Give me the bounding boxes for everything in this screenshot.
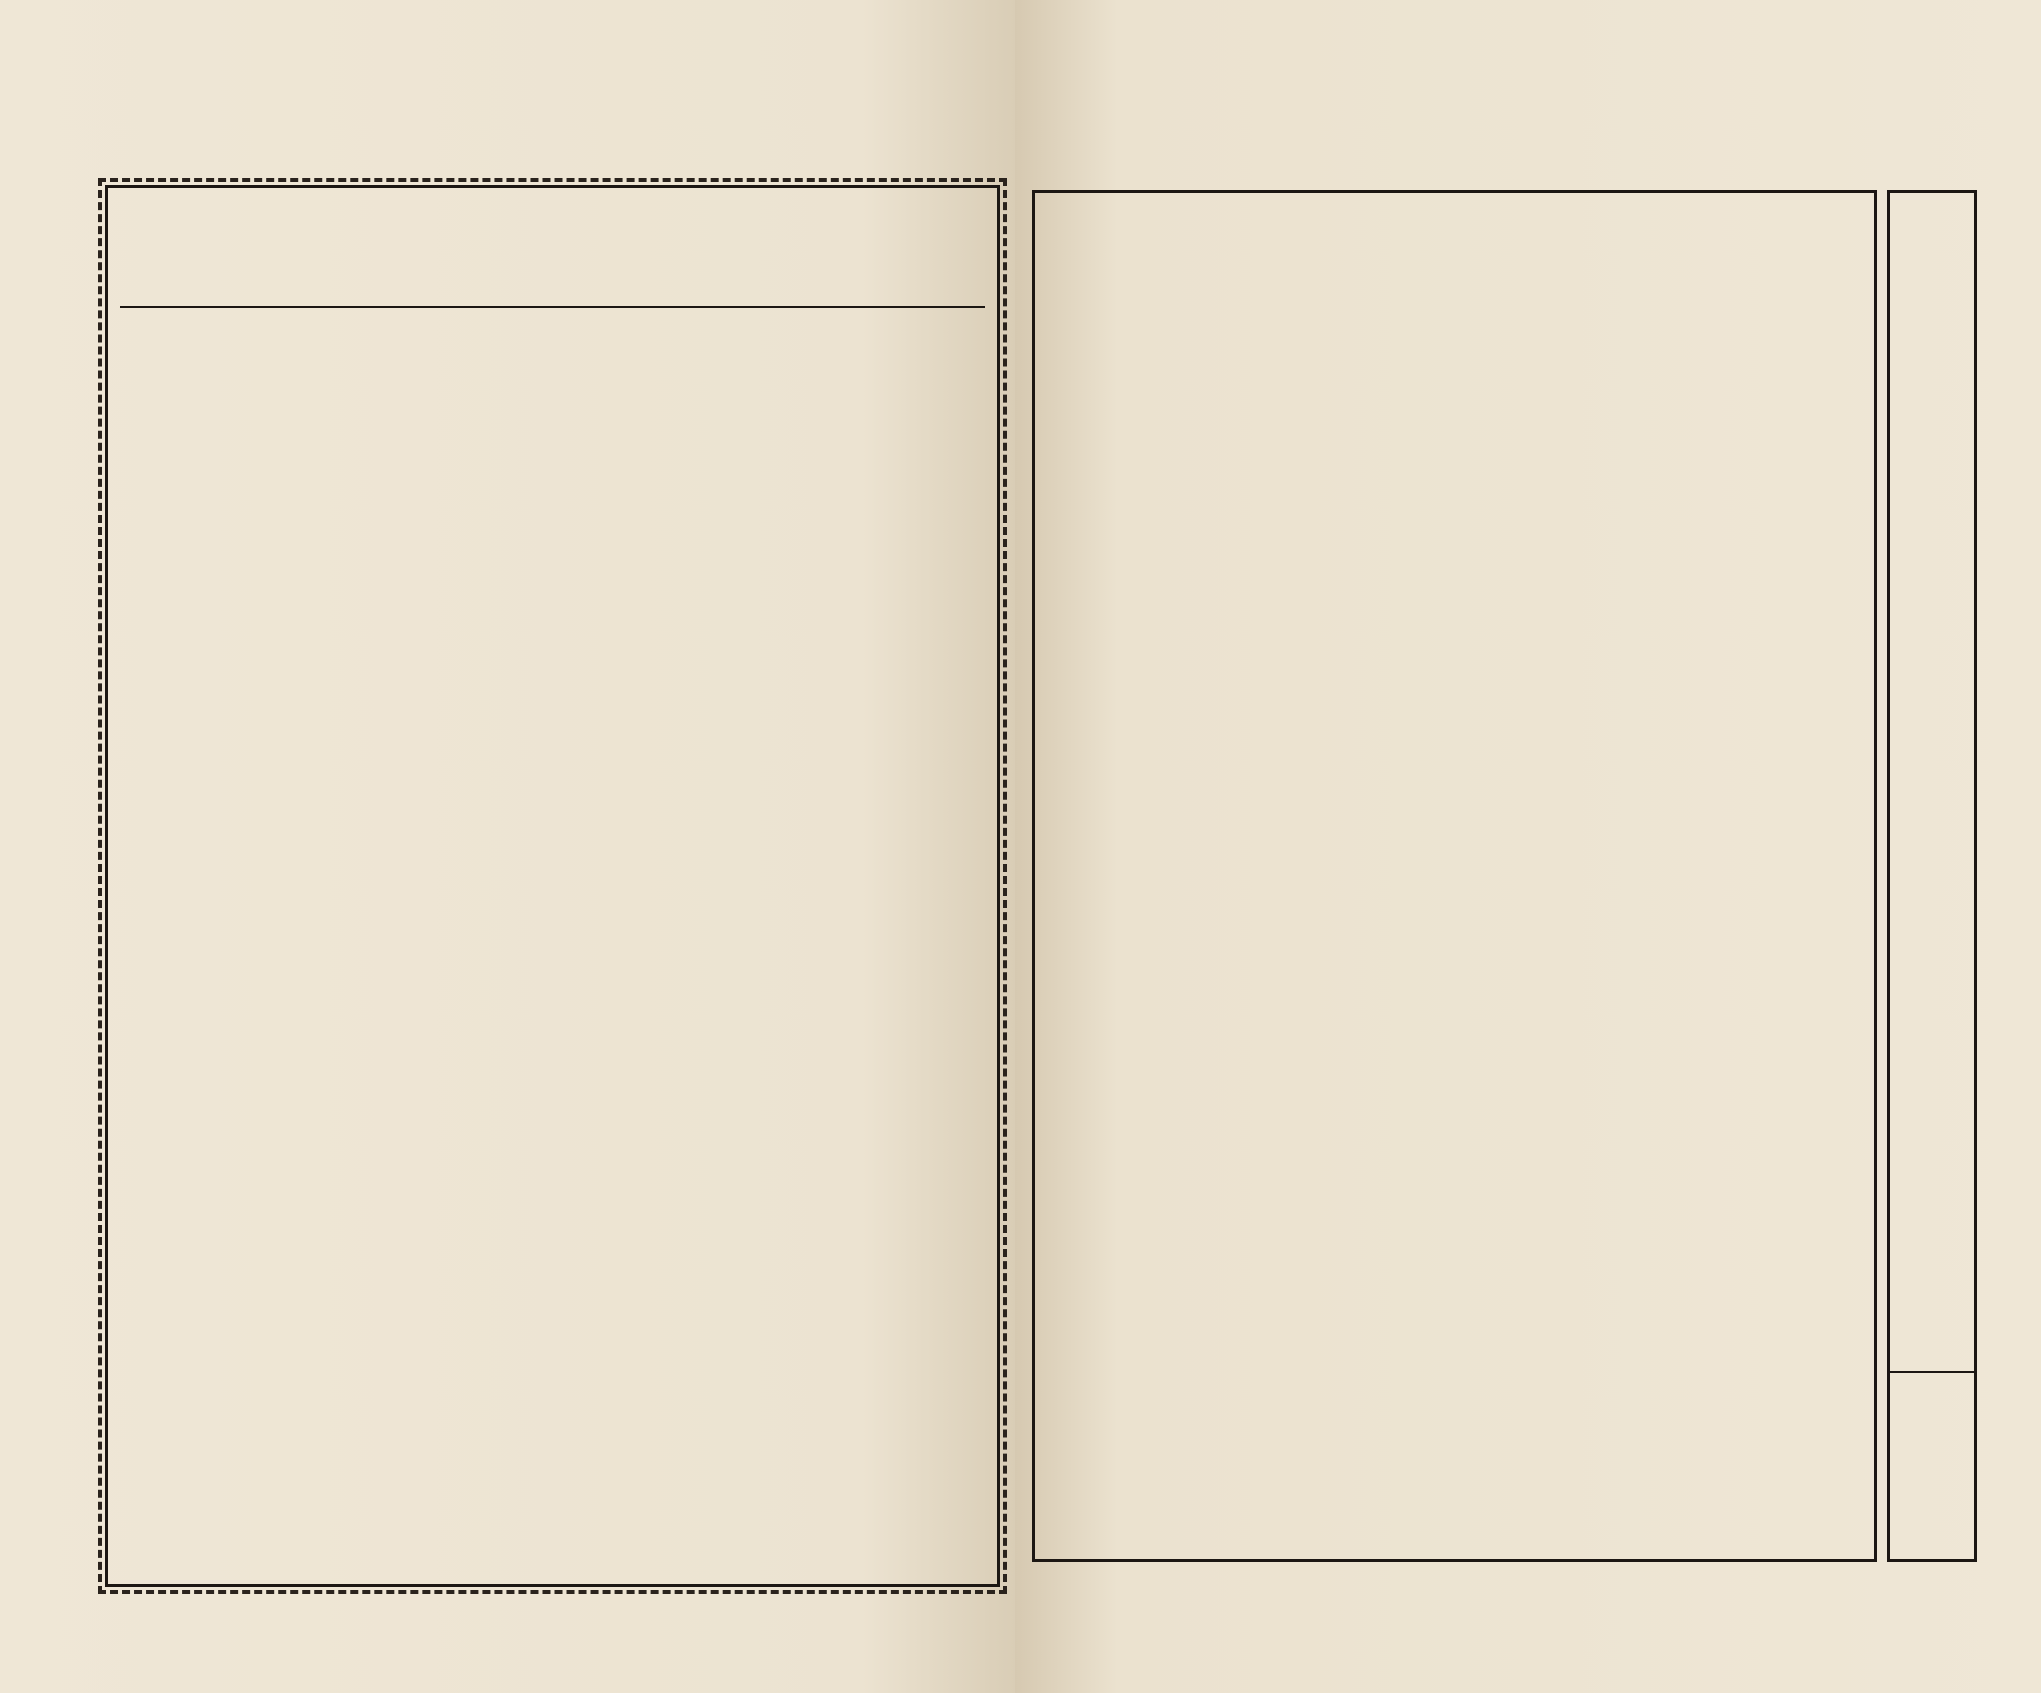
price-table [105, 185, 1000, 1587]
left-page [0, 0, 1015, 1693]
floor-guide [1032, 190, 1877, 1562]
table-title [108, 220, 997, 280]
guide-title-box [1887, 190, 1977, 1562]
price-grid [120, 306, 985, 1572]
right-page [1015, 0, 2041, 1693]
